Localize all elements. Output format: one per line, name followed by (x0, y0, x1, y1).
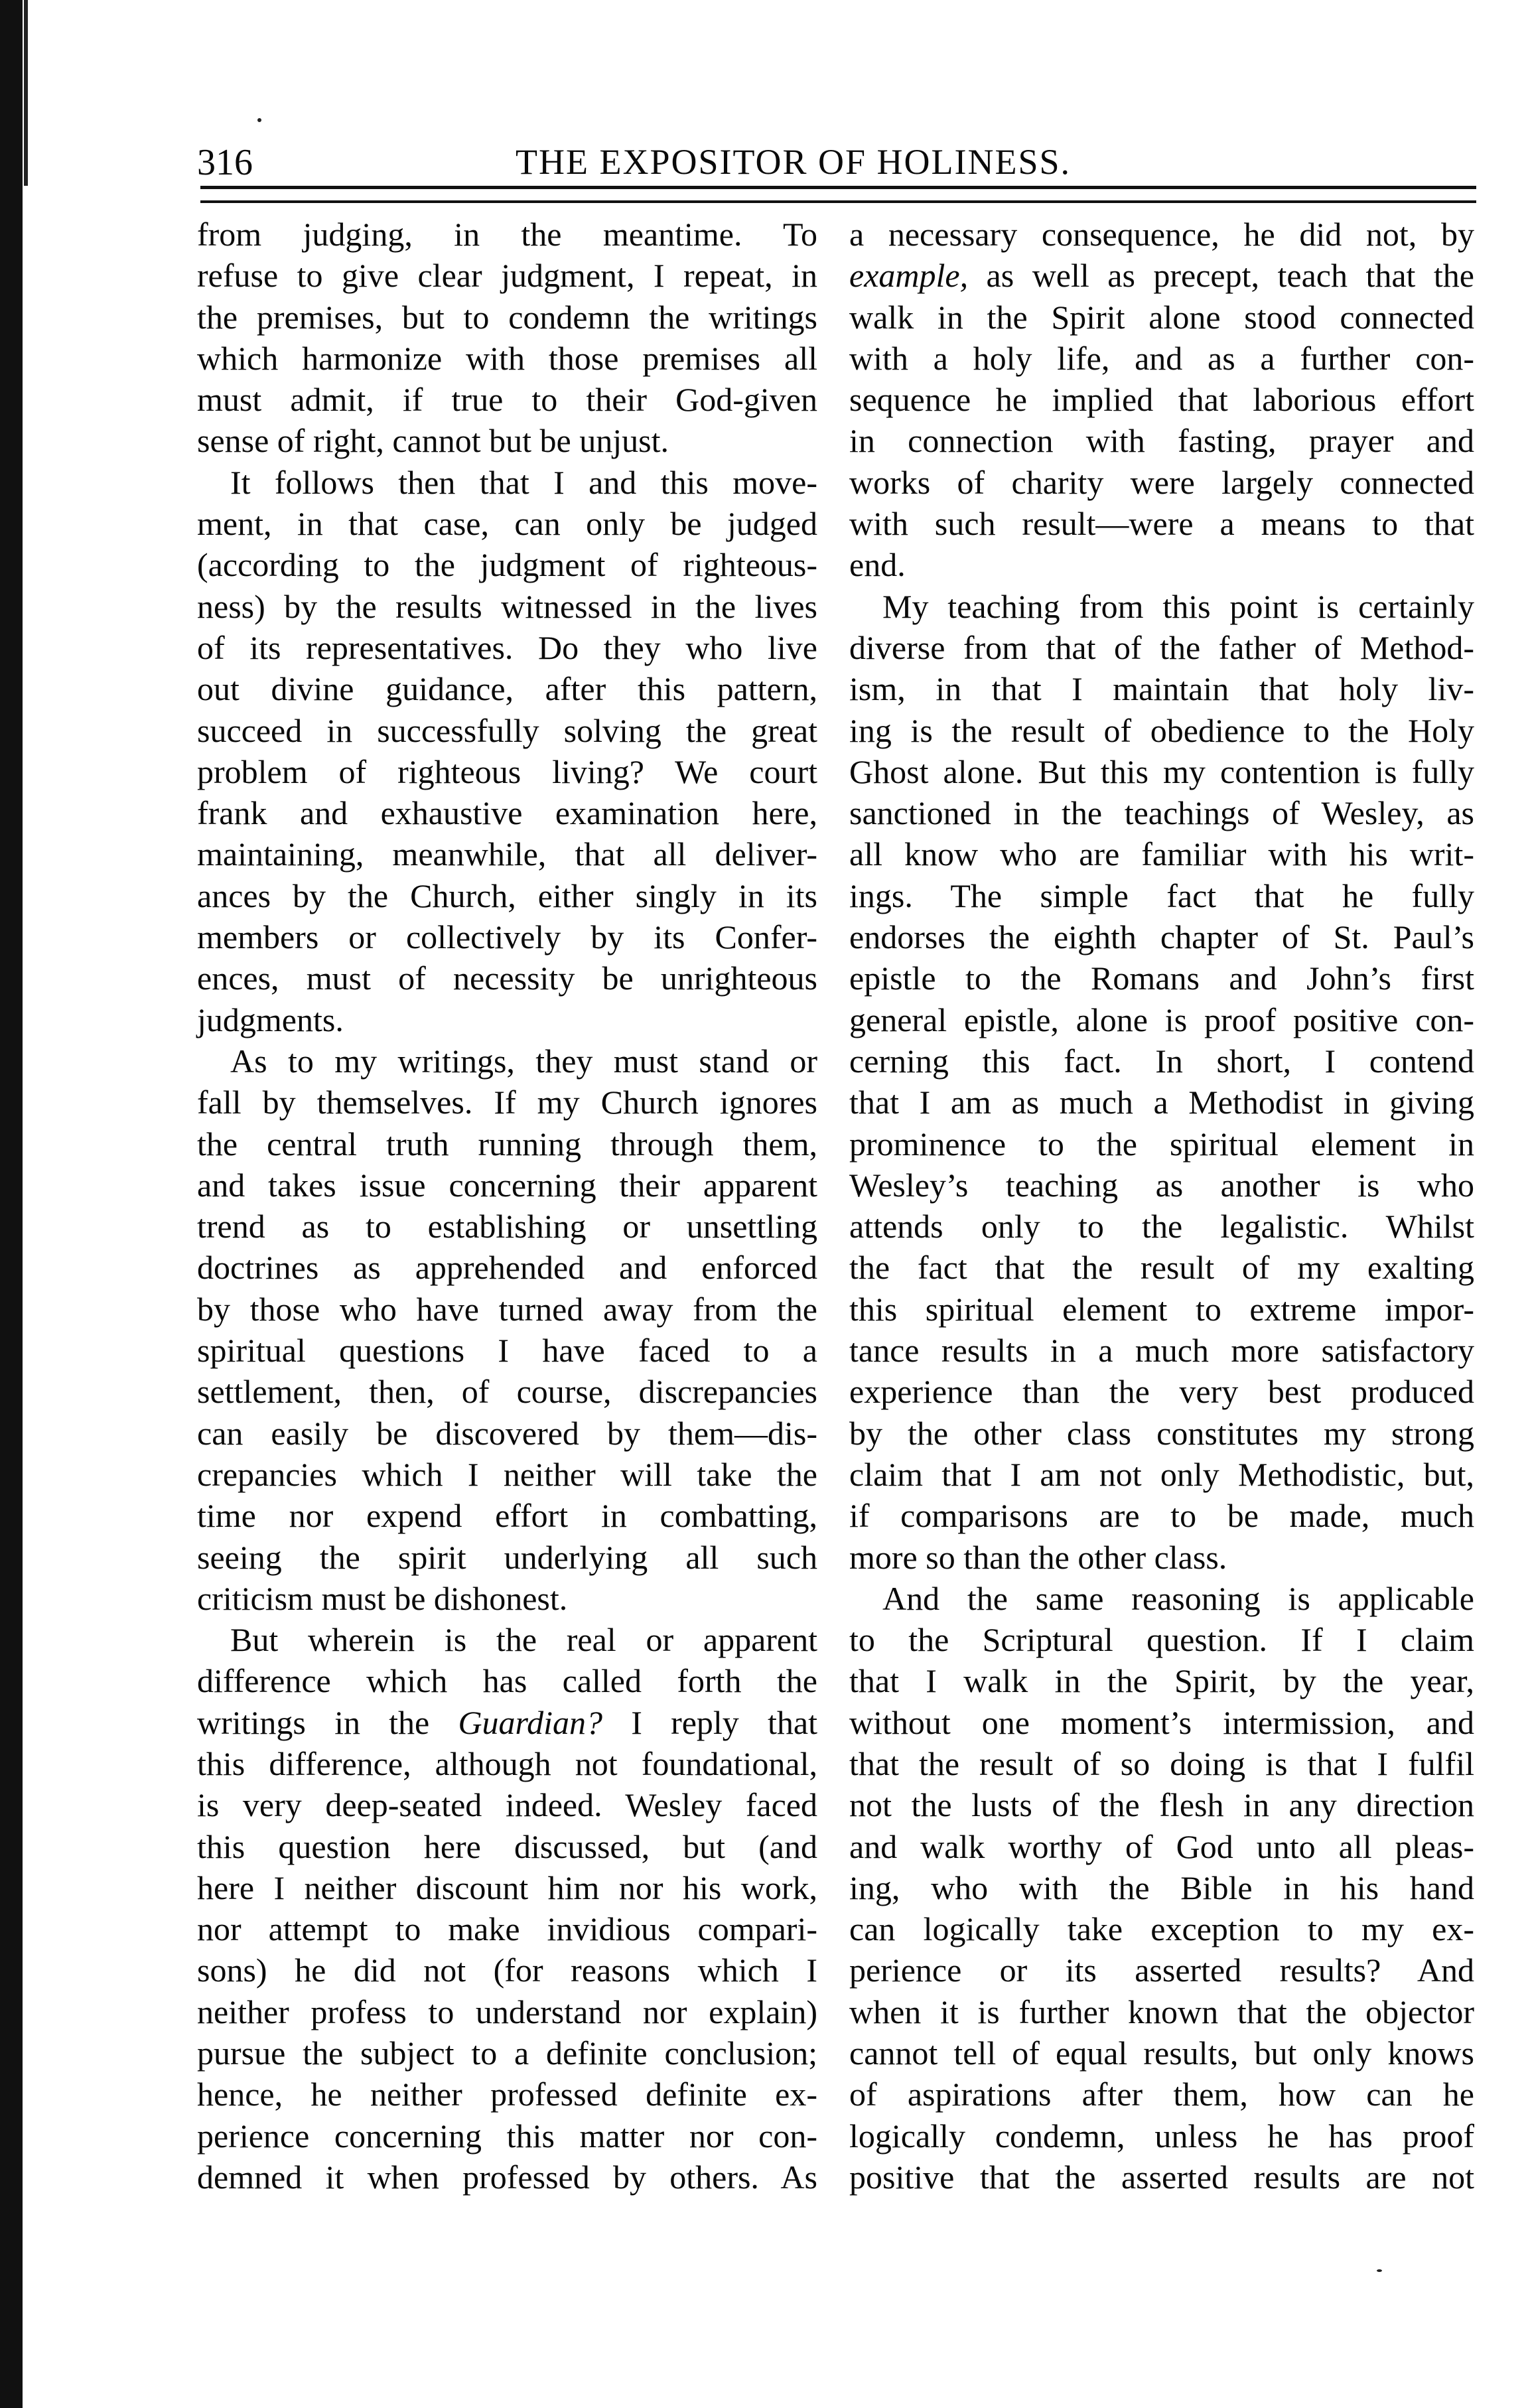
text-line-content: this difference, although not foundational, (197, 1744, 817, 1782)
text-line-content: ings. The simple fact that he fully (849, 877, 1474, 914)
text-line (197, 1578, 817, 1619)
text-line-content: by the other class constitutes my strong (849, 1414, 1474, 1452)
page-header (197, 136, 1476, 189)
text-line-content: positive that the asserted results are not (849, 2158, 1474, 2196)
text-line-content: diverse from that of the father of Method- (849, 628, 1474, 666)
text-line (849, 297, 1474, 338)
text-line (849, 916, 1474, 957)
text-line-content: Ghost alone. But this my contention is fully (849, 752, 1474, 790)
text-line (849, 875, 1474, 916)
text-line (849, 1495, 1474, 1536)
text-line (849, 503, 1474, 544)
text-line-content: experience than the very best produced (849, 1373, 1474, 1411)
text-line (849, 999, 1474, 1040)
text-line (849, 1991, 1474, 2032)
text-line-content: when it is further known that the objector (849, 1993, 1474, 2030)
text-line (197, 2157, 817, 2198)
text-line (197, 1908, 817, 1949)
text-line-content: logically condemn, unless he has proof (849, 2117, 1474, 2155)
text-line (849, 379, 1474, 420)
text-line (849, 1578, 1474, 1619)
text-line (849, 792, 1474, 833)
text-line-content: pursue the subject to a definite conclusion; (197, 2034, 817, 2072)
text-line (197, 1123, 817, 1165)
text-line (849, 2032, 1474, 2074)
text-line-content: sequence he implied that laborious effort (849, 381, 1474, 419)
text-line-content: prominence to the spiritual element in (849, 1125, 1474, 1163)
text-line-content: without one moment’s intermission, and (849, 1703, 1474, 1741)
text-line-content: more so than the other class. (849, 1538, 1227, 1576)
text-line (197, 1784, 817, 1825)
text-line-content: end. (849, 546, 906, 584)
text-line-content: with a holy life, and as a further con- (849, 339, 1474, 377)
text-line (849, 2157, 1474, 2198)
text-line (197, 1743, 817, 1784)
text-line (849, 255, 1474, 296)
text-line-content: if comparisons are to be made, much (849, 1497, 1474, 1535)
text-line (197, 751, 817, 792)
right-text-column (849, 214, 1474, 2198)
text-line-content: ing, who with the Bible in his hand (849, 1869, 1474, 1906)
text-line-content: refuse to give clear judgment, I repeat, in (197, 257, 817, 295)
text-line-content: walk in the Spirit alone stood connected (849, 298, 1474, 336)
text-line-content: ism, in that I maintain that holy liv- (849, 670, 1474, 708)
text-line (197, 2032, 817, 2074)
text-line (849, 1537, 1474, 1578)
text-line-content: claim that I am not only Methodistic, but, (849, 1455, 1474, 1493)
text-line-content: the premises, but to condemn the writings (197, 298, 817, 336)
text-line (197, 1247, 817, 1288)
text-line (197, 1371, 817, 1412)
text-line-content: settlement, then, of course, discrepancies (197, 1373, 817, 1411)
text-line (197, 255, 817, 296)
text-line (849, 1123, 1474, 1165)
text-line (849, 1206, 1474, 1247)
text-line (197, 1619, 817, 1660)
text-line (849, 1330, 1474, 1371)
text-line-content: that I walk in the Spirit, by the year, (849, 1662, 1474, 1700)
text-line-content: Wesley’s teaching as another is who (849, 1166, 1474, 1204)
text-line-content: works of charity were largely connected (849, 463, 1474, 501)
text-line (849, 1702, 1474, 1743)
text-line (849, 214, 1474, 255)
text-line (849, 338, 1474, 379)
text-line (197, 1330, 817, 1371)
text-line (197, 1082, 817, 1123)
text-line (197, 1660, 817, 1701)
text-line-content: perience concerning this matter nor con- (197, 2117, 817, 2155)
text-line-content: here I neither discount him nor his work, (197, 1869, 817, 1906)
text-line (197, 1040, 817, 1082)
text-line-content: with such result—were a means to that (849, 505, 1474, 543)
text-line (849, 1082, 1474, 1123)
text-line (849, 2115, 1474, 2157)
page-number: 316 (197, 142, 253, 183)
text-line-content: cerning this fact. In short, I contend (849, 1042, 1474, 1080)
text-line-content: the fact that the result of my exalting (849, 1249, 1474, 1287)
text-line-content: epistle to the Romans and John’s first (849, 959, 1474, 997)
scan-speck (257, 118, 261, 122)
scan-binding-shadow (0, 0, 23, 2408)
text-line-content: ing is the result of obedience to the Holy (849, 711, 1474, 749)
text-line (197, 420, 817, 461)
text-line-content: fall by themselves. If my Church ignores (197, 1084, 817, 1121)
text-line (849, 1743, 1474, 1784)
text-line-content: sanctioned in the teachings of Wesley, as (849, 794, 1474, 832)
text-line-content: But wherein is the real or apparent (230, 1621, 817, 1659)
text-line (197, 1991, 817, 2032)
text-line (197, 1826, 817, 1867)
text-line (849, 1908, 1474, 1949)
text-line (849, 1040, 1474, 1082)
text-line (849, 710, 1474, 751)
text-line (197, 544, 817, 585)
text-line (197, 379, 817, 420)
text-line-content: this question here discussed, but (and (197, 1827, 817, 1865)
text-line-content: can logically take exception to my ex- (849, 1910, 1474, 1948)
text-line-content: (according to the judgment of righteous- (197, 546, 817, 584)
text-line-content: My teaching from this point is certainly (882, 587, 1474, 625)
text-line-content: the central truth running through them, (197, 1125, 817, 1163)
text-line-content: demned it when professed by others. As (197, 2158, 817, 2196)
text-line-content: as well as precept, teach that the (968, 257, 1474, 295)
text-line-content: maintaining, meanwhile, that all deliver- (197, 835, 817, 873)
text-line-content: to the Scriptural question. If I claim (849, 1621, 1474, 1659)
text-line (849, 1247, 1474, 1288)
text-line (197, 833, 817, 875)
italic-text: example, (849, 257, 969, 295)
text-line (849, 586, 1474, 627)
text-line-content: It follows then that I and this move- (230, 463, 817, 501)
text-line-content: ences, must of necessity be unrighteous (197, 959, 817, 997)
text-line (197, 792, 817, 833)
text-line-content: not the lusts of the flesh in any direction (849, 1786, 1474, 1824)
text-line (197, 214, 817, 255)
text-line-content: of its representatives. Do they who live (197, 628, 817, 666)
text-line (849, 1867, 1474, 1908)
text-line (849, 957, 1474, 999)
text-line-content: ment, in that case, can only be judged (197, 505, 817, 543)
text-line-content: nor attempt to make invidious compari- (197, 1910, 817, 1948)
text-line (197, 297, 817, 338)
scan-binding-edge (24, 0, 28, 186)
text-line-content: attends only to the legalistic. Whilst (849, 1208, 1474, 1245)
running-title: THE EXPOSITOR OF HOLINESS. (516, 142, 1072, 182)
text-line-content: seeing the spirit underlying all such (197, 1538, 817, 1576)
text-line-content: by those who have turned away from the (197, 1290, 817, 1328)
text-line-content: cannot tell of equal results, but only knows (849, 2034, 1474, 2072)
text-line-content: And the same reasoning is applicable (882, 1579, 1474, 1617)
text-line-content: criticism must be dishonest. (197, 1579, 568, 1617)
text-line-content: all know who are familiar with his writ- (849, 835, 1474, 873)
text-line-content: and takes issue concerning their apparent (197, 1166, 817, 1204)
text-line (197, 1495, 817, 1536)
text-line (197, 710, 817, 751)
text-line (197, 1165, 817, 1206)
text-line-content: a necessary consequence, he did not, by (849, 216, 1474, 253)
text-line (849, 1165, 1474, 1206)
text-line-content: endorses the eighth chapter of St. Paul’s (849, 918, 1474, 956)
text-line (849, 1784, 1474, 1825)
text-line (197, 1949, 817, 1991)
text-line (197, 503, 817, 544)
text-line (197, 586, 817, 627)
text-line-content: frank and exhaustive examination here, (197, 794, 817, 832)
text-line-content: trend as to establishing or unsettling (197, 1208, 817, 1245)
text-line (849, 833, 1474, 875)
text-line (849, 1371, 1474, 1412)
text-line (197, 1413, 817, 1454)
text-line-content: from judging, in the meantime. To (197, 216, 817, 253)
text-line (197, 1289, 817, 1330)
text-line (197, 462, 817, 503)
text-line-content: succeed in successfully solving the great (197, 711, 817, 749)
text-line (197, 2115, 817, 2157)
text-line-content: neither profess to understand nor explain) (197, 1993, 817, 2030)
text-line-content: judgments. (197, 1001, 344, 1038)
text-line (849, 1660, 1474, 1701)
text-line (849, 627, 1474, 668)
text-line (849, 751, 1474, 792)
left-text-column (197, 214, 817, 2198)
text-line (197, 2074, 817, 2115)
text-line (849, 462, 1474, 503)
italic-text: Guardian? (458, 1703, 603, 1741)
text-line (849, 420, 1474, 461)
text-line-content: spiritual questions I have faced to a (197, 1332, 817, 1370)
text-line (849, 1826, 1474, 1867)
text-line (197, 999, 817, 1040)
text-line-content: is very deep-seated indeed. Wesley faced (197, 1786, 817, 1824)
text-line (849, 1289, 1474, 1330)
text-line (197, 1454, 817, 1495)
text-line-content: tance results in a much more satisfactory (849, 1332, 1474, 1370)
text-line (197, 1867, 817, 1908)
text-line-content: must admit, if true to their God-given (197, 381, 817, 419)
header-rule-top (200, 186, 1476, 189)
text-line-content: ness) by the results witnessed in the lives (197, 587, 817, 625)
text-line-content: time nor expend effort in combatting, (197, 1497, 817, 1535)
text-line (849, 1949, 1474, 1991)
text-line-content: in connection with fasting, prayer and (849, 422, 1474, 460)
text-line (849, 1413, 1474, 1454)
text-line-content: which harmonize with those premises all (197, 339, 817, 377)
text-line-content: difference which has called forth the (197, 1662, 817, 1700)
text-line-content: crepancies which I neither will take the (197, 1455, 817, 1493)
text-line-content: problem of righteous living? We court (197, 752, 817, 790)
text-line (849, 544, 1474, 585)
scan-speck (1377, 2269, 1382, 2272)
text-line (849, 668, 1474, 709)
text-line (197, 1537, 817, 1578)
text-line-content: that the result of so doing is that I fulfil (849, 1744, 1474, 1782)
text-line-content: sons) he did not (for reasons which I (197, 1951, 817, 1989)
text-line-content: writings in the (197, 1703, 458, 1741)
text-line-content: sense of right, cannot but be unjust. (197, 422, 669, 460)
text-line-content: As to my writings, they must stand or (230, 1042, 817, 1080)
text-line (197, 338, 817, 379)
text-line-content: general epistle, alone is proof positive con- (849, 1001, 1474, 1038)
text-line-content: out divine guidance, after this pattern, (197, 670, 817, 708)
text-line (197, 916, 817, 957)
text-line-content: this spiritual element to extreme impor- (849, 1290, 1474, 1328)
text-line (197, 668, 817, 709)
text-line-content: that I am as much a Methodist in giving (849, 1084, 1474, 1121)
text-line-content: can easily be discovered by them—dis- (197, 1414, 817, 1452)
text-line (849, 2074, 1474, 2115)
text-line-content: and walk worthy of God unto all pleas- (849, 1827, 1474, 1865)
header-rule-bottom (200, 200, 1476, 203)
text-line (197, 1702, 817, 1743)
text-line-content: I reply that (602, 1703, 817, 1741)
text-line-content: hence, he neither professed definite ex- (197, 2076, 817, 2113)
text-line (197, 627, 817, 668)
text-line (197, 875, 817, 916)
text-line (849, 1454, 1474, 1495)
text-line (197, 1206, 817, 1247)
text-line (197, 957, 817, 999)
text-line-content: ances by the Church, either singly in its (197, 877, 817, 914)
text-line-content: of aspirations after them, how can he (849, 2076, 1474, 2113)
text-line (849, 1619, 1474, 1660)
text-line-content: members or collectively by its Confer- (197, 918, 817, 956)
text-line-content: doctrines as apprehended and enforced (197, 1249, 817, 1287)
text-line-content: perience or its asserted results? And (849, 1951, 1474, 1989)
